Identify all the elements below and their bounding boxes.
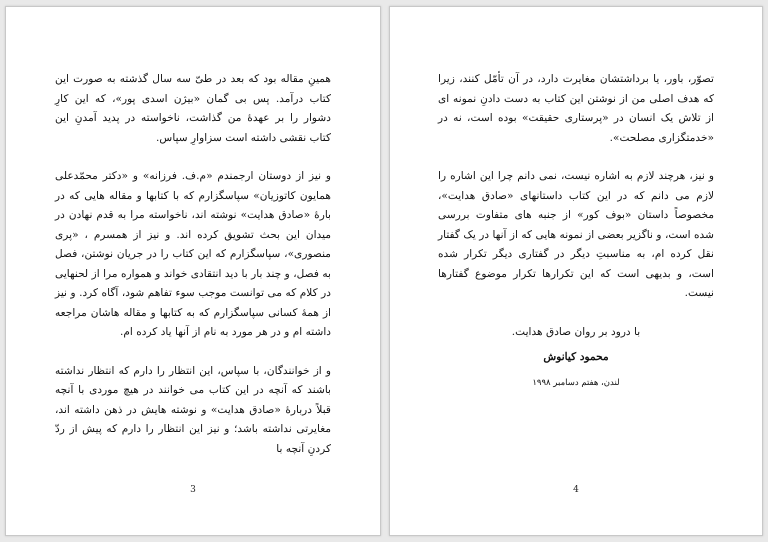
page-number: 4 [573,485,579,495]
paragraph: و نیز، هرچند لازم به اشاره نیست، نمی دانم چرا این اشاره را لازم می دانم که در این کتاب داستانهای «صادق هدایت»، مخصوصاً داستان «بوف کور» از جنبه های متفاوت بررسی شده است، و ناگزیر بعضی از نمونه هایی که از آنها در یک گفتار نقل کرده ام، به مناسبتِ دیگر در گفتاری دیگر تکرار شده است، و بدیهی است که این تکرارها تکرار موضوع گفتارها نیست. [438,170,714,299]
page-number: 3 [190,485,196,495]
author-signature: محمود کیانوش [543,351,609,363]
closing-line: با درود بر روان صادق هدایت. [511,325,641,338]
page-3 [5,6,381,536]
place-date: لندن، هفتم دسامبر ۱۹۹۸ [532,377,620,388]
paragraph: همینِ مقاله بود که بعد در طیّ سه سال گذشته به صورت این کتاب درآمد. پس بی گمان «بیژن اسدی پور»، که این کارِ دشوار را بر عهدهٔ من گذاشت، ناخواسته در پدید آمدنِ این کتاب نقشی داشته است سزاوارِ سپاس. [55,73,331,144]
page-4 [389,6,763,536]
paragraph: و نیز از دوستان ارجمندم «م.ف. فرزانه» و «دکتر محمّدعلی همایون کاتوزیان» سپاسگزارم که با کتابها و مقاله هایی که در بارهٔ «صادق هدایت» نوشته اند، ناخواسته مرا به قدم نهادن در میدان این بحث تشویق کرده اند. و نیز از همسرم ، «پری منصوری»، سپاسگزارم که این کتاب را در جریان نوشتن، فصل به فصل، و چند بار با دید انتقادی خواند و همواره مرا از لحنهایی در کلام که می توانست موجب سوء تفاهم شود، آگاه کرد. و نیز از همهٔ کسانی سپاسگزارم که به کتابها و مقاله هاشان مراجعه داشته ام و در هر مورد به نام از آنها یاد کرده ام. [55,170,331,338]
paragraph: و از خوانندگان، با سپاس، این انتظار را دارم که انتظار نداشته باشند که آنچه در این کتاب می خوانند در هیچ موردی با آنچه قبلاً دربارهٔ «صادق هدایت» و نوشته هایش در ذهن داشته اند، مغایرتی نداشته باشد؛ و نیز این انتظار را دارم که پیش از ردّ کردنِ آنچه با [55,364,331,455]
paragraph: تصوّر، باور، یا برداشتشان مغایرت دارد، در آن تأمّل کنند، زیرا که هدف اصلی من از نوشتن این کتاب به دست دادنِ نمونه ای از تلاش یک انسان در «پرستاری حقیقت» بوده است، نه در «خدمتگزاری مصلحت». [438,73,714,144]
page-3-text [55,70,331,459]
page-4-text [438,70,714,393]
